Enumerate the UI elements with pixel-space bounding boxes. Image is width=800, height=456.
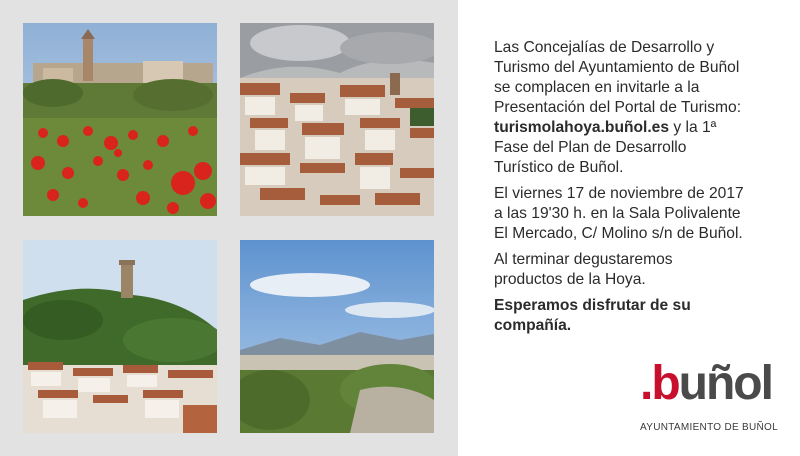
invitation-text bbox=[494, 38, 784, 342]
text-line bbox=[494, 118, 784, 138]
text-line: Las Concejalías de Desarrollo y bbox=[494, 39, 715, 56]
text-line: a las 19'30 h. en la Sala Polivalente bbox=[494, 205, 741, 222]
bunol-logo bbox=[640, 357, 780, 440]
closing-line bbox=[494, 296, 784, 336]
text-line: se complacen en invitarle a la bbox=[494, 79, 700, 96]
website-link[interactable]: turismolahoya.buñol.es bbox=[494, 119, 670, 136]
text-line: Fase del Plan de Desarrollo bbox=[494, 139, 687, 156]
text-line: compañía. bbox=[494, 317, 572, 334]
text-line: productos de la Hoya. bbox=[494, 271, 646, 288]
logo-word-rest: uñol bbox=[678, 357, 772, 410]
valley-landscape-photo bbox=[240, 240, 434, 433]
logo-wordmark bbox=[640, 357, 772, 410]
castle-hill-photo bbox=[23, 240, 217, 433]
logo-accent: .b bbox=[640, 357, 679, 410]
town-rooftops-photo bbox=[240, 23, 434, 216]
invitation-paragraph-3 bbox=[494, 250, 784, 290]
text-line: Turístico de Buñol. bbox=[494, 159, 624, 176]
text-line: Turismo del Ayuntamiento de Buñol bbox=[494, 59, 740, 76]
logo-tagline: AYUNTAMIENTO DE BUÑOL bbox=[640, 422, 778, 433]
text-line: Esperamos disfrutar de su bbox=[494, 297, 691, 314]
poppies-village-photo bbox=[23, 23, 217, 216]
text-line: El viernes 17 de noviembre de 2017 bbox=[494, 185, 744, 202]
text-line: Presentación del Portal de Turismo: bbox=[494, 99, 742, 116]
text-line: Al terminar degustaremos bbox=[494, 251, 673, 268]
invitation-paragraph-1 bbox=[494, 38, 784, 178]
text-line: El Mercado, C/ Molino s/n de Buñol. bbox=[494, 225, 743, 242]
text-fragment: y la 1ª bbox=[669, 119, 717, 136]
invitation-paragraph-2 bbox=[494, 184, 784, 244]
